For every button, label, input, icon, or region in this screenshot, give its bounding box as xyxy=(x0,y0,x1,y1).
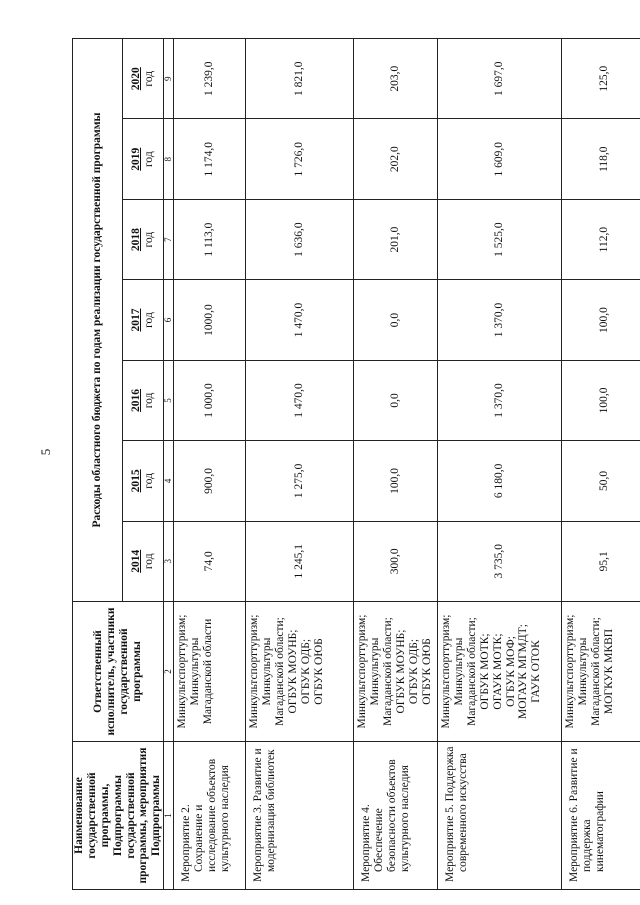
year-word: год xyxy=(142,312,155,328)
executor-line: ОГБУК ОДБ; xyxy=(407,638,420,705)
executor-line: Магаданской области; xyxy=(273,617,286,726)
header-year-2018 xyxy=(122,199,164,279)
executor-cell xyxy=(562,602,640,742)
year-word: год xyxy=(142,553,155,570)
expense-value-2019: 202,0 xyxy=(354,119,438,199)
executor-cell xyxy=(438,602,562,742)
executor-line: Минкультспорттуризм; xyxy=(564,614,577,729)
expense-value-2017: 100,0 xyxy=(562,280,640,360)
executor-line: Магаданской области xyxy=(201,618,214,725)
activity-name-cell xyxy=(246,742,354,890)
activity-name: Мероприятие 6. Развитие и поддержка кинематографии xyxy=(568,748,606,882)
rotated-table-stage xyxy=(72,38,614,890)
expense-value-2015: 100,0 xyxy=(354,441,438,521)
expense-value-2015: 1 275,0 xyxy=(246,441,354,521)
activity-name-cell xyxy=(438,742,562,890)
col-num-9: 9 xyxy=(164,39,174,119)
col-num-8: 8 xyxy=(164,119,174,199)
col-num-6: 6 xyxy=(164,280,174,360)
executor-line: Минкультуры xyxy=(577,637,589,706)
executor-line: Магаданской области; xyxy=(589,617,602,726)
year-number: 2014 xyxy=(130,549,142,573)
year-word: год xyxy=(142,231,155,248)
expense-value-2016: 1 370,0 xyxy=(438,360,562,440)
year-number: 2018 xyxy=(130,228,142,252)
expense-value-2018: 201,0 xyxy=(354,199,438,279)
header-year-2014 xyxy=(122,521,164,601)
table-body xyxy=(174,39,640,890)
executor-cell xyxy=(246,602,354,742)
expense-value-2019: 1 609,0 xyxy=(438,119,562,199)
activity-name: Мероприятие 3. Развитие и модернизация библиотек xyxy=(252,748,277,882)
header-name-col: Наименование государственной программы, Подпрограммы государственной программы, мероприятия Подпрограммы xyxy=(73,742,164,890)
executor-line: МОГКУК МКВП xyxy=(602,628,615,715)
activity-name-cell xyxy=(562,742,640,890)
expense-value-2017: 1 370,0 xyxy=(438,280,562,360)
executor-line: ОГБУК ОДБ; xyxy=(299,638,312,705)
table-wrapper xyxy=(72,38,614,890)
col-num-5: 5 xyxy=(164,360,174,440)
year-number: 2020 xyxy=(130,67,142,91)
table-row xyxy=(246,39,354,890)
col-num-4: 4 xyxy=(164,441,174,521)
expense-value-2018: 1 113,0 xyxy=(174,199,246,279)
col-num-1: 1 xyxy=(164,742,174,890)
expense-value-2020: 1 821,0 xyxy=(246,39,354,119)
expense-value-2016: 0,0 xyxy=(354,360,438,440)
header-exec-col: Ответственный исполнитель, участники государственной программы xyxy=(73,602,164,742)
expense-value-2019: 1 726,0 xyxy=(246,119,354,199)
year-word: год xyxy=(142,392,155,409)
expense-value-2017: 1 470,0 xyxy=(246,280,354,360)
header-year-2015 xyxy=(122,441,164,521)
executor-cell xyxy=(174,602,246,742)
executor-line: Минкультспорттуризм; xyxy=(176,614,189,729)
executor-line: Минкультспорттуризм; xyxy=(356,614,369,729)
year-number: 2015 xyxy=(130,469,142,493)
executor-line: ГАУК ОТОК xyxy=(530,640,543,703)
executor-line: ОГБУК МОФ; xyxy=(504,636,517,707)
page-number: 5 xyxy=(38,448,53,456)
table-row xyxy=(562,39,640,890)
executor-line: ОГБУК ОЮБ xyxy=(312,638,325,705)
executor-line: Магаданской области; xyxy=(381,617,394,726)
executor-line: Минкультспорттуризм; xyxy=(248,614,261,729)
activity-name-cell xyxy=(174,742,246,890)
expense-value-2015: 900,0 xyxy=(174,441,246,521)
expense-value-2015: 50,0 xyxy=(562,441,640,521)
expense-value-2018: 112,0 xyxy=(562,199,640,279)
year-word: год xyxy=(142,70,155,87)
expense-value-2015: 6 180,0 xyxy=(438,441,562,521)
expense-value-2016: 1 000,0 xyxy=(174,360,246,440)
header-year-2019 xyxy=(122,119,164,199)
activity-name: Мероприятие 5. Поддержка современного искусства xyxy=(444,746,469,882)
year-number: 2016 xyxy=(130,388,142,412)
expense-value-2017: 1000,0 xyxy=(174,280,246,360)
column-number-row xyxy=(164,39,174,890)
executor-line: МОГАУК МГМДТ; xyxy=(517,624,530,719)
executor-line: ОГБУК МОУНБ; xyxy=(286,629,299,714)
expense-value-2014: 3 735,0 xyxy=(438,521,562,601)
executor-line: ОГБУК ОЮБ xyxy=(420,638,433,705)
col-num-2: 2 xyxy=(164,602,174,742)
activity-name: Мероприятие 2. Сохранение и исследование объектов культурного наследия xyxy=(180,758,231,882)
header-year-2016 xyxy=(122,360,164,440)
executor-line: Минкультуры xyxy=(369,637,381,706)
expense-value-2020: 125,0 xyxy=(562,39,640,119)
expense-value-2016: 1 470,0 xyxy=(246,360,354,440)
expense-value-2019: 1 174,0 xyxy=(174,119,246,199)
header-year-2017 xyxy=(122,280,164,360)
expenses-table xyxy=(72,38,640,890)
table-row xyxy=(438,39,562,890)
executor-line: ОГБУК МОТК; xyxy=(478,633,491,710)
expense-value-2014: 1 245,1 xyxy=(246,521,354,601)
expense-value-2019: 118,0 xyxy=(562,119,640,199)
expense-value-2016: 100,0 xyxy=(562,360,640,440)
table-row xyxy=(354,39,438,890)
col-num-3: 3 xyxy=(164,521,174,601)
year-number: 2017 xyxy=(130,308,142,332)
year-word: год xyxy=(142,473,155,489)
executor-line: Минкультуры xyxy=(189,637,201,706)
expense-value-2018: 1 636,0 xyxy=(246,199,354,279)
executor-line: Магаданской области; xyxy=(465,617,478,726)
table-row xyxy=(174,39,246,890)
executor-line: ОГБУК МОУНБ; xyxy=(394,629,407,714)
activity-name-cell xyxy=(354,742,438,890)
expense-value-2018: 1 525,0 xyxy=(438,199,562,279)
header-year-2020 xyxy=(122,39,164,119)
executor-cell xyxy=(354,602,438,742)
expense-value-2014: 74,0 xyxy=(174,521,246,601)
year-number: 2019 xyxy=(130,147,142,171)
executor-line: Минкультуры xyxy=(261,637,273,706)
expense-value-2020: 1 239,0 xyxy=(174,39,246,119)
col-num-7: 7 xyxy=(164,199,174,279)
executor-line: Минкультуры xyxy=(453,637,465,706)
expense-value-2017: 0,0 xyxy=(354,280,438,360)
expense-value-2014: 300,0 xyxy=(354,521,438,601)
expense-value-2020: 1 697,0 xyxy=(438,39,562,119)
activity-name: Мероприятие 4. Обеспечение безопасности объектов культурного наследия xyxy=(360,759,411,882)
executor-line: Минкультспорттуризм; xyxy=(440,614,453,729)
executor-line: ОГАУК МОТК; xyxy=(491,633,504,710)
expense-value-2014: 95,1 xyxy=(562,521,640,601)
header-expenses-title: Расходы областного бюджета по годам реализации государственной программы xyxy=(73,39,123,602)
header-row-top xyxy=(73,39,123,890)
expense-value-2020: 203,0 xyxy=(354,39,438,119)
year-word: год xyxy=(142,151,155,168)
